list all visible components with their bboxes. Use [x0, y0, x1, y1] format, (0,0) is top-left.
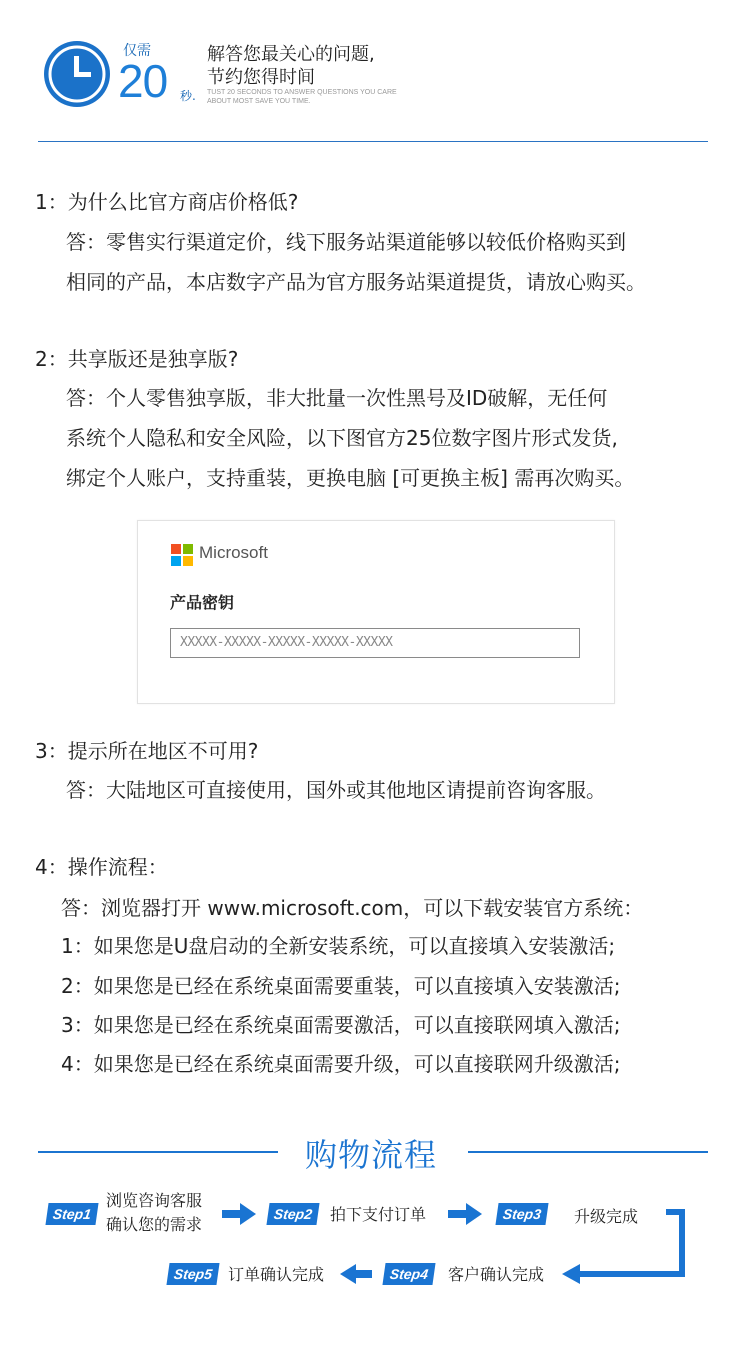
microsoft-brand-name: Microsoft — [199, 543, 268, 562]
header-tagline-1: 解答您最关心的问题, — [207, 44, 375, 65]
process-divider-right — [468, 1151, 708, 1153]
step3-text: 升级完成 — [574, 1207, 639, 1226]
product-key-input[interactable] — [170, 628, 580, 658]
product-key-label: 产品密钥 — [170, 593, 235, 612]
header-seconds-label: 秒. — [180, 89, 196, 103]
faq-question-1: 1：为什么比官方商店价格低? — [35, 190, 299, 214]
step3-badge: Step3 — [495, 1203, 548, 1225]
arrow-left-icon — [340, 1264, 372, 1284]
faq-question-2: 2：共享版还是独享版? — [35, 347, 239, 371]
faq-answer-2-line-2: 系统个人隐私和安全风险，以下图官方25位数字图片形式发货, — [66, 426, 618, 450]
header-small-label: 仅需 — [123, 43, 151, 59]
process-title: 购物流程 — [305, 1136, 438, 1174]
step2-text: 拍下支付订单 — [330, 1205, 427, 1224]
step4-badge: Step4 — [382, 1263, 435, 1285]
faq-answer-4-line-3: 2：如果您是已经在系统桌面需要重装，可以直接填入安装激活; — [61, 974, 621, 998]
step5-text: 订单确认完成 — [228, 1265, 325, 1284]
faq-answer-2-line-1: 答：个人零售独享版，非大批量一次性黑号及ID破解，无任何 — [66, 386, 608, 410]
faq-answer-4-line-5: 4：如果您是已经在系统桌面需要升级，可以直接联网升级激活; — [61, 1052, 621, 1076]
process-divider-left — [38, 1151, 278, 1153]
step2-badge: Step2 — [266, 1203, 319, 1225]
header-divider — [38, 141, 708, 142]
header-english-text: TUST 20 SECONDS TO ANSWER QUESTIONS YOU CARE ABOUT MOST SAVE YOU TIME. — [207, 89, 397, 105]
faq-answer-1-line-1: 答：零售实行渠道定价，线下服务站渠道能够以较低价格购买到 — [66, 230, 626, 254]
arrow-right-icon — [448, 1203, 482, 1225]
arrow-right-icon — [222, 1203, 256, 1225]
microsoft-logo-icon — [171, 544, 193, 566]
faq-answer-4-line-1: 答：浏览器打开 www.microsoft.com，可以下载安装官方系统： — [61, 896, 644, 920]
step4-text: 客户确认完成 — [448, 1265, 545, 1284]
faq-question-3: 3：提示所在地区不可用? — [35, 739, 259, 763]
step1-text: 浏览咨询客服 确认您的需求 — [106, 1191, 203, 1234]
faq-answer-3-line-1: 答：大陆地区可直接使用，国外或其他地区请提前咨询客服。 — [66, 778, 606, 802]
faq-answer-2-line-3: 绑定个人账户，支持重装，更换电脑 [可更换主板] 需再次购买。 — [66, 466, 635, 490]
step1-badge: Step1 — [45, 1203, 98, 1225]
faq-answer-1-line-2: 相同的产品，本店数字产品为官方服务站渠道提货，请放心购买。 — [66, 270, 646, 294]
step5-badge: Step5 — [166, 1263, 219, 1285]
faq-answer-4-line-2: 1：如果您是U盘启动的全新安装系统，可以直接填入安装激活; — [61, 934, 616, 958]
clock-icon — [42, 39, 112, 109]
return-arrow-icon — [560, 1208, 690, 1288]
header-big-number: 20 — [118, 55, 168, 107]
product-key-placeholder: XXXXX-XXXXX-XXXXX-XXXXX-XXXXX — [180, 635, 393, 650]
faq-answer-4-line-4: 3：如果您是已经在系统桌面需要激活，可以直接联网填入激活; — [61, 1013, 621, 1037]
header-tagline-2: 节约您得时间 — [207, 67, 315, 88]
faq-question-4: 4：操作流程： — [35, 855, 168, 879]
